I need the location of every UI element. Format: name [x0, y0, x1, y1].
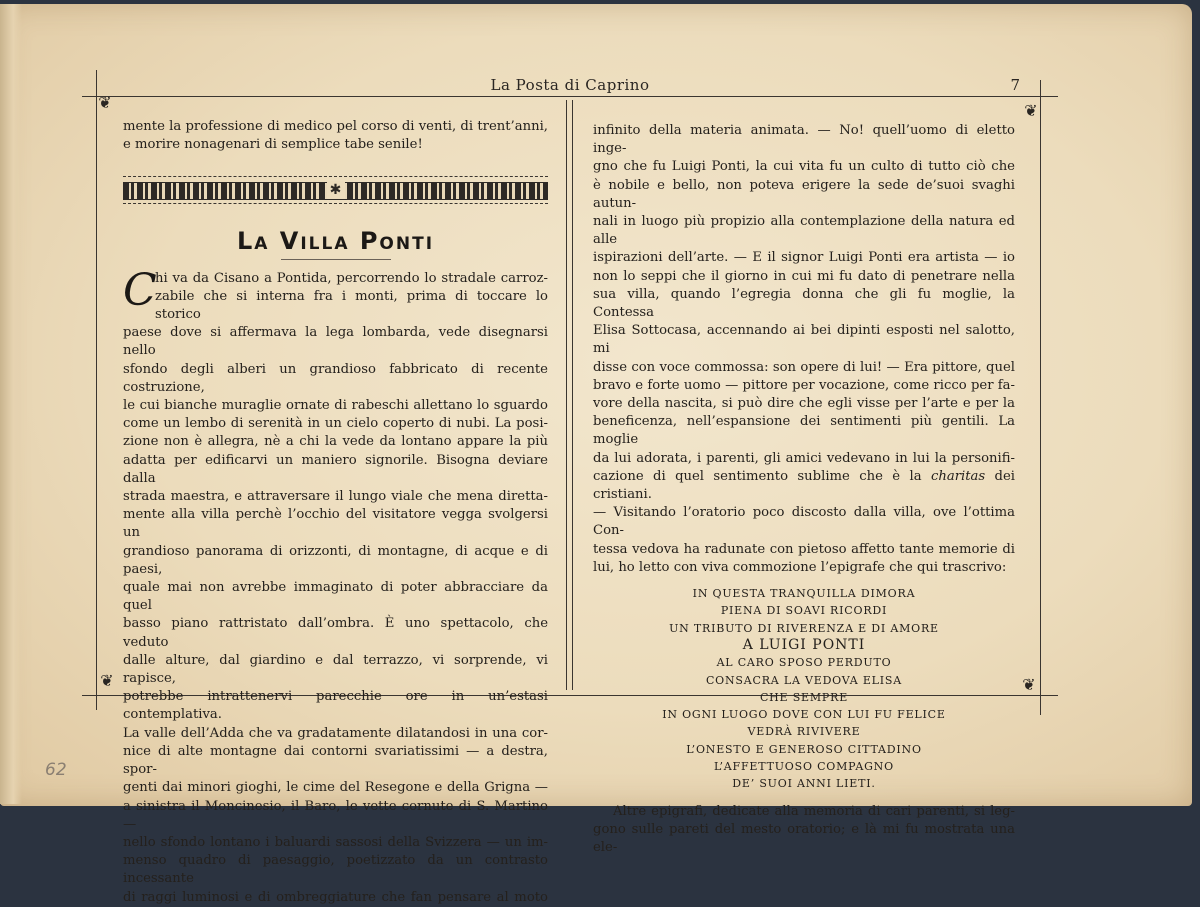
- text-line: le cui bianche muraglie ornate di rabeschi allettano lo sguardo: [123, 398, 548, 414]
- text-line: basso piano rattristato dall’ombra. È uno spettacolo, che veduto: [123, 616, 548, 650]
- text-line: di raggi luminosi e di ombreggiature che fan pensare al moto: [123, 889, 548, 905]
- column-divider-right: [572, 100, 573, 690]
- fleuron-icon: ❦: [1024, 101, 1038, 120]
- text-line: infinito della materia animata. — No! quell’uomo di eletto inge-: [593, 123, 1015, 157]
- text-line: quale mai non avrebbe immaginato di poter abbracciare da quel: [123, 580, 548, 614]
- column-divider-left: [566, 100, 567, 690]
- text-line: nello sfondo lontano i baluardi sassosi della Svizzera — un im-: [123, 834, 548, 850]
- title-rule: [281, 259, 391, 260]
- text-line: strada maestra, e attraversare il lungo viale che mena diretta-: [123, 489, 548, 505]
- text-line: hi va da Cisano a Pontida, percorrendo lo stradale carroz-: [155, 270, 548, 286]
- drop-cap: C: [123, 264, 157, 316]
- page-edge: [0, 4, 22, 804]
- text-line: zabile che si interna fra i monti, prima di toccare lo storico: [155, 288, 548, 323]
- fleuron-icon: ❦: [1022, 675, 1036, 694]
- epigraph-line: UN TRIBUTO DI RIVERENZA E DI AMORE: [669, 621, 939, 635]
- text-line: genti dai minori gioghi, le cime del Resegone e della Grigna —: [123, 780, 548, 796]
- text-line: sfondo degli alberi un grandioso fabbricato di recente costruzione,: [123, 361, 548, 395]
- text-line: è nobile e bello, non poteva erigere la sede de’suoi svaghi autun-: [593, 177, 1015, 211]
- right-column: [593, 122, 1015, 857]
- text-line: — Visitando l’oratorio poco discosto dalla villa, ove l’ottima Con-: [593, 505, 1015, 539]
- epigraph-line: L’ONESTO E GENEROSO CITTADINO: [686, 742, 922, 756]
- running-header: [80, 76, 1060, 96]
- pencil-margin-note: 62: [45, 760, 67, 780]
- text-line: disse con voce commossa: son opere di lui! — Era pittore, quel: [593, 359, 1015, 375]
- left-column: [123, 118, 548, 907]
- text-line: ispirazioni dell’arte. — E il signor Luigi Ponti era artista — io: [593, 250, 1015, 266]
- ornamental-band: [123, 176, 548, 208]
- fleuron-icon: ❦: [100, 671, 114, 690]
- frame-left-rule: [96, 70, 97, 710]
- text-line: a sinistra il Moncinesio, il Baro, le vette cornute di S. Martino —: [123, 798, 548, 832]
- text-line: lui, ho letto con viva commozione l’epigrafe che qui trascrivo:: [593, 559, 1007, 575]
- text-line: paese dove si affermava la lega lombarda, vede disegnarsi nello: [123, 325, 548, 359]
- text-line: non lo seppi che il giorno in cui mi fu dato di penetrare nella: [593, 268, 1015, 284]
- epigraph-line: PIENA DI SOAVI RICORDI: [720, 604, 888, 618]
- text-line: adatta per edificarvi un maniero signorile. Bisogna deviare dalla: [123, 452, 548, 486]
- epigraph-line: IN OGNI LUOGO DOVE CON LUI FU FELICE: [662, 708, 946, 722]
- page-number: 7: [1010, 76, 1020, 94]
- text-line: nice di alte montagne dai contorni svariatissimi — a destra, spor-: [123, 743, 548, 778]
- intro-line: mente la professione di medico pel corso di venti, di trent’anni,: [123, 119, 548, 134]
- epigraph-line: IN QUESTA TRANQUILLA DIMORA: [692, 587, 916, 601]
- frame-right-rule: [1040, 80, 1041, 715]
- text-line: bravo e forte uomo — pittore per vocazione, come ricco per fa-: [593, 377, 1015, 393]
- text-line: La valle dell’Adda che va gradatamente dilatandosi in una cor-: [123, 725, 548, 741]
- text-line: menso quadro di paesaggio, poetizzato da un contrasto incessante: [123, 853, 548, 887]
- epigraph-line: CONSACRA LA VEDOVA ELISA: [705, 673, 903, 687]
- text-line: gono sulle pareti del mesto oratorio; e là mi fu mostrata una ele-: [593, 821, 1015, 856]
- text-line: zione non è allegra, nè a chi la vede da lontano appare la più: [123, 434, 548, 450]
- text-line: mente alla villa perchè l’occhio del visitatore vegga svolgersi un: [123, 507, 548, 541]
- text-line: grandioso panorama di orizzonti, di montagne, di acque e di paesi,: [123, 543, 548, 577]
- epigraph-line: DE’ SUOI ANNI LIETI.: [732, 777, 876, 791]
- text-line: da lui adorata, i parenti, gli amici vedevano in lui la personifi-: [593, 450, 1015, 466]
- text-line: gno che fu Luigi Ponti, la cui vita fu un culto di tutto ciò che: [593, 159, 1015, 175]
- text-line: tessa vedova ha radunate con pietoso affetto tante memorie di: [593, 541, 1015, 557]
- text-line: cazione di quel sentimento sublime che è la charitas dei cristiani.: [593, 468, 1015, 503]
- intro-line: e morire nonagenari di semplice tabe senile!: [123, 137, 423, 153]
- text-line: dalle alture, dal giardino e dal terrazzo, vi sorprende, vi rapisce,: [123, 652, 548, 687]
- epigraph-line: A LUIGI PONTI: [742, 636, 866, 653]
- article-body: [123, 264, 548, 907]
- epigraph: [593, 585, 1015, 793]
- text-line: sua villa, quando l’egregia donna che gli fu moglie, la Contessa: [593, 286, 1015, 321]
- epigraph-line: AL CARO SPOSO PERDUTO: [716, 656, 892, 670]
- text-line: beneficenza, nell’espansione dei sentimenti più gentili. La moglie: [593, 414, 1015, 448]
- article-title: La Villa Ponti: [236, 227, 435, 256]
- text-line: Altre epigrafi, dedicate alla memoria di cari parenti, si leg-: [613, 803, 1015, 819]
- journal-title: La Posta di Caprino: [490, 76, 650, 94]
- text-line: potrebbe intrattenervi parecchie ore in un’estasi contemplativa.: [123, 689, 548, 723]
- epigraph-line: L’AFFETTUOSO COMPAGNO: [714, 760, 894, 774]
- text-line: come un lembo di serenità in un cielo coperto di nubi. La posi-: [123, 416, 548, 432]
- text-line: Elisa Sottocasa, accennando ai bei dipinti esposti nel salotto, mi: [593, 323, 1015, 357]
- epigraph-line: CHE SEMPRE: [759, 690, 849, 704]
- fleuron-icon: ❦: [98, 93, 112, 112]
- italic-word: charitas: [930, 468, 986, 484]
- text-line: nali in luogo più propizio alla contemplazione della natura ed alle: [593, 214, 1015, 248]
- text-line: vore della nascita, si può dire che egli visse per l’arte e per la: [593, 396, 1015, 412]
- star-ornament-icon: ✱: [327, 181, 345, 199]
- epigraph-line: VEDRÀ RIVIVERE: [747, 725, 861, 739]
